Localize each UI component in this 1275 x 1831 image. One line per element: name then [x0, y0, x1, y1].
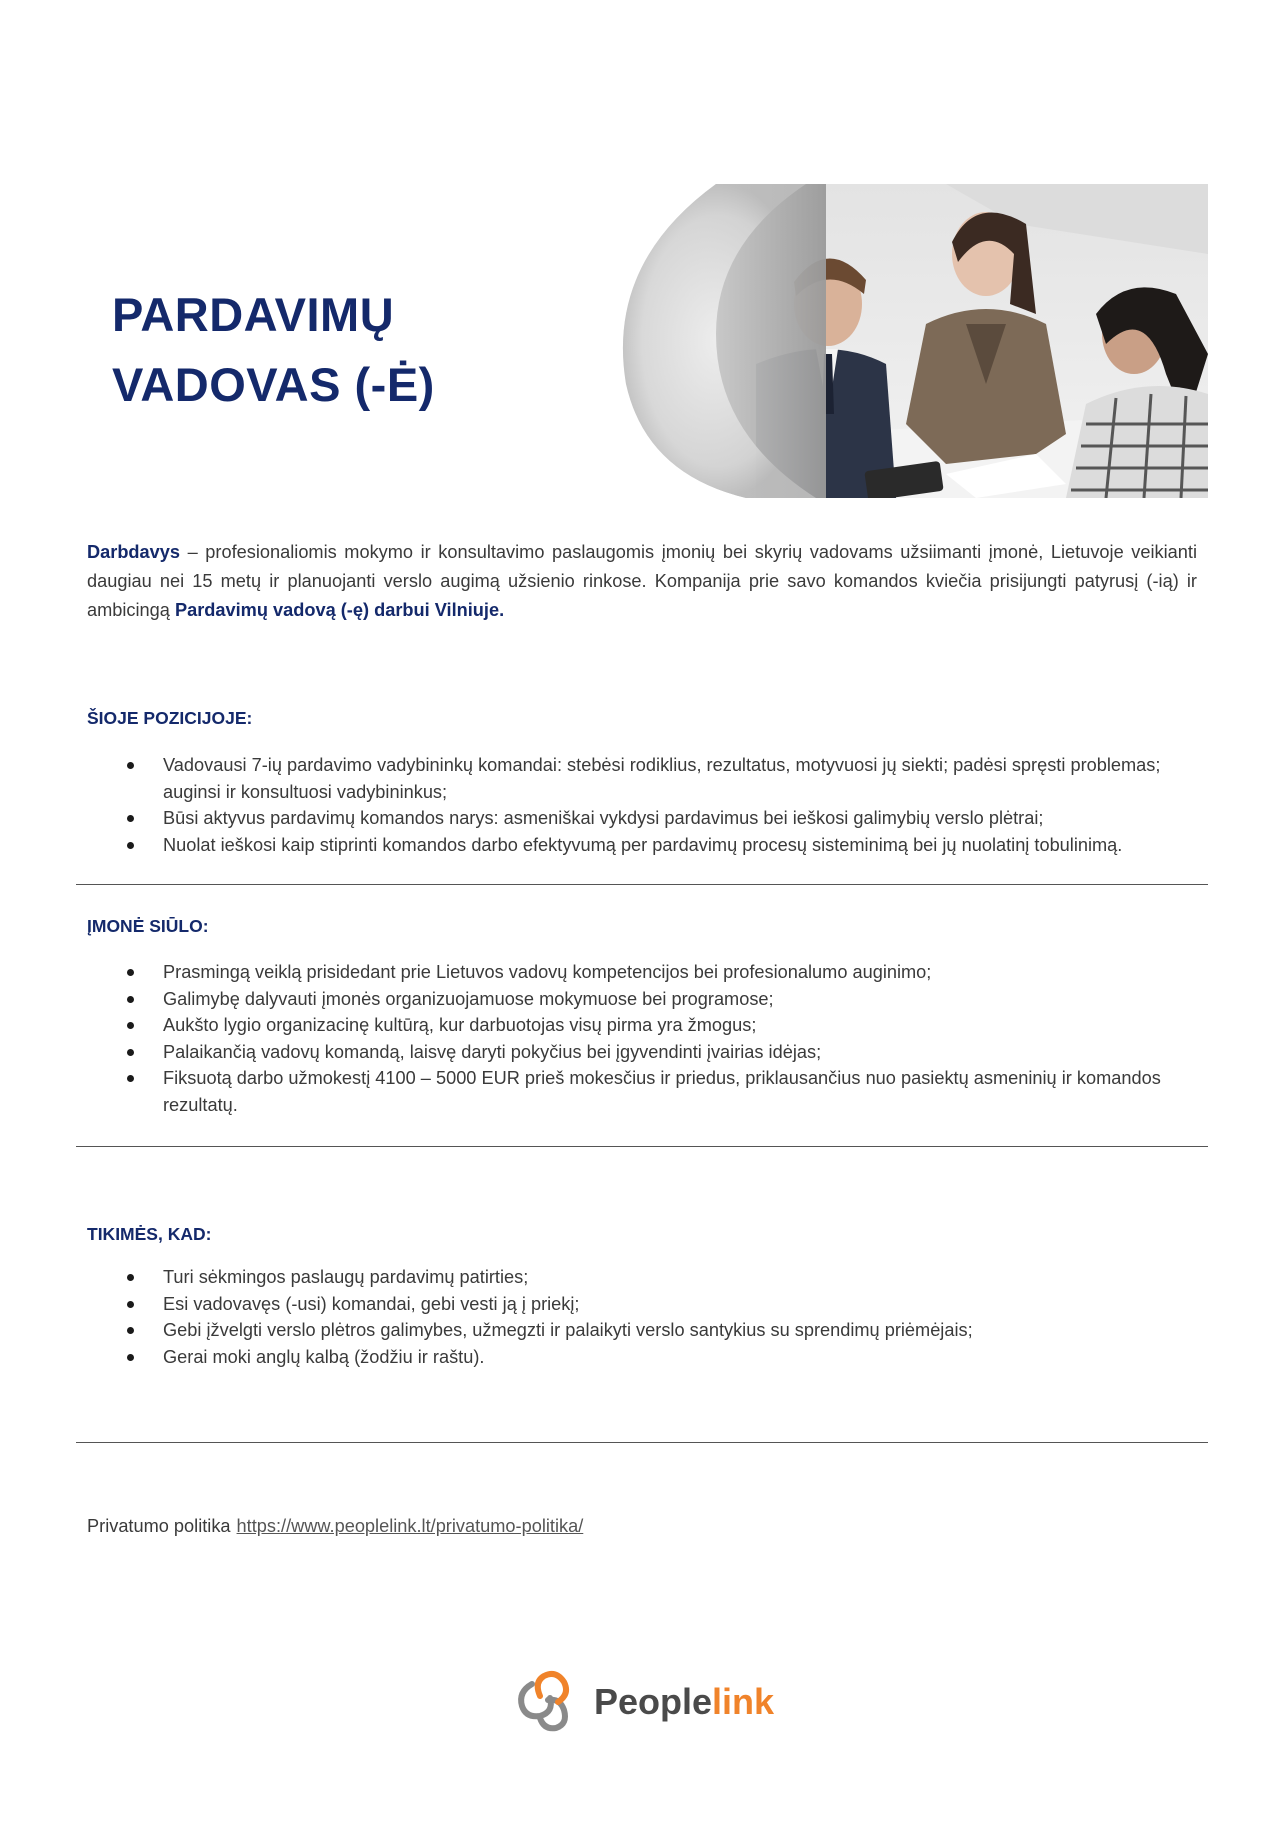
section-title-expectations: TIKIMĖS, KAD:	[87, 1224, 212, 1244]
intro-text: – profesionaliomis mokymo ir konsultavimo paslaugomis įmonių bei skyrių vadovams užsiimanti įmonė, Lietuvoje veikianti daugiau nei 15 metų ir planuojanti verslo augimą užsienio rinkose. Kompanija prie savo komandos kviečia prisijungti patyrusį (-ią) ir ambicingą	[87, 542, 1197, 620]
privacy-line	[87, 1516, 583, 1537]
bullet-icon	[127, 1022, 134, 1029]
bullet-icon	[127, 1075, 134, 1082]
list-item-text: Palaikančią vadovų komandą, laisvę daryti pokyčius bei įgyvendinti įvairias idėjas;	[163, 1041, 822, 1062]
bullet-icon	[127, 1301, 134, 1308]
intro-paragraph	[87, 538, 1197, 625]
job-title-line2: VADOVAS (-Ė)	[112, 358, 435, 411]
list-item	[87, 1291, 1202, 1318]
bullet-icon	[127, 996, 134, 1003]
bullet-icon	[127, 1327, 134, 1334]
list-item	[87, 986, 1202, 1013]
position-highlight: Pardavimų vadovą (-ę) darbui Vilniuje.	[174, 600, 505, 620]
logo-text-dark: People	[594, 1681, 713, 1722]
section-title-offer: ĮMONĖ SIŪLO:	[87, 916, 209, 936]
bullet-icon	[127, 1274, 134, 1281]
section-title-position: ŠIOJE POZICIJOJE:	[87, 708, 253, 728]
list-item-text: Esi vadovavęs (-usi) komandai, gebi vesti ją į priekį;	[163, 1293, 580, 1314]
hero-banner	[76, 184, 1208, 498]
list-item	[87, 1264, 1202, 1291]
list-item-text: Nuolat ieškosi kaip stiprinti komandos darbo efektyvumą per pardavimų procesų sisteminimą bei jų nuolatinį tobulinimą.	[163, 834, 1123, 855]
list-item	[87, 1012, 1202, 1039]
list-item-text: Prasmingą veiklą prisidedant prie Lietuvos vadovų kompetencijos bei profesionalumo auginimo;	[163, 962, 932, 982]
privacy-label: Privatumo politika	[87, 1516, 231, 1536]
list-item-text: Būsi aktyvus pardavimų komandos narys: asmeniškai vykdysi pardavimus bei ieškosi galimybių verslo plėtrai;	[163, 808, 1044, 828]
list-item-text: Fiksuotą darbo užmokestį 4100 – 5000 EUR prieš mokesčius ir priedus, priklausančius nuo pasiektų asmeninių ir komandos rezultatų.	[163, 1068, 1161, 1115]
bullet-icon	[127, 1049, 134, 1056]
list-item	[87, 1039, 1202, 1066]
list-item	[87, 1344, 1202, 1371]
divider	[76, 1442, 1208, 1443]
list-item-text: Turi sėkmingos paslaugų pardavimų patirties;	[163, 1267, 529, 1287]
svg-text:Peoplelink	[594, 1681, 775, 1722]
peoplelink-rings-logo	[510, 1668, 780, 1736]
bullet-icon	[127, 1354, 134, 1361]
list-item-text: Vadovausi 7-ių pardavimo vadybininkų komandai: stebėsi rodiklius, rezultatus, motyvuosi jų siekti; padėsi spręsti problemas; auginsi ir konsultuosi vadybininkus;	[163, 755, 1161, 802]
logo-text-accent: link	[712, 1681, 775, 1722]
list-item	[87, 959, 1202, 986]
list-item	[87, 752, 1202, 805]
divider	[76, 1146, 1208, 1147]
expectations-list	[87, 1264, 1202, 1370]
divider	[76, 884, 1208, 885]
privacy-link[interactable]: https://www.peoplelink.lt/privatumo-politika/	[236, 1516, 584, 1536]
bullet-icon	[127, 842, 134, 849]
bullet-icon	[127, 762, 134, 769]
list-item	[87, 832, 1202, 859]
list-item-text: Gebi įžvelgti verslo plėtros galimybes, užmegzti ir palaikyti verslo santykius su sprendimų priėmėjais;	[163, 1320, 973, 1340]
company-offer-list	[87, 959, 1202, 1118]
job-title-line1: PARDAVIMŲ	[112, 288, 395, 341]
employer-label: Darbdavys	[87, 542, 181, 562]
peoplelink-logo	[510, 1668, 780, 1736]
list-item-text: Galimybę dalyvauti įmonės organizuojamuose mokymuose bei programose;	[163, 988, 774, 1009]
office-team-photo	[566, 184, 1208, 498]
job-title	[112, 280, 435, 420]
position-duties-list	[87, 752, 1202, 858]
list-item	[87, 1317, 1202, 1344]
bullet-icon	[127, 969, 134, 976]
list-item	[87, 1065, 1202, 1118]
list-item	[87, 805, 1202, 832]
list-item-text: Gerai moki anglų kalbą (žodžiu ir raštu).	[163, 1346, 485, 1367]
bullet-icon	[127, 815, 134, 822]
list-item-text: Aukšto lygio organizacinę kultūrą, kur darbuotojas visų pirma yra žmogus;	[163, 1015, 757, 1035]
